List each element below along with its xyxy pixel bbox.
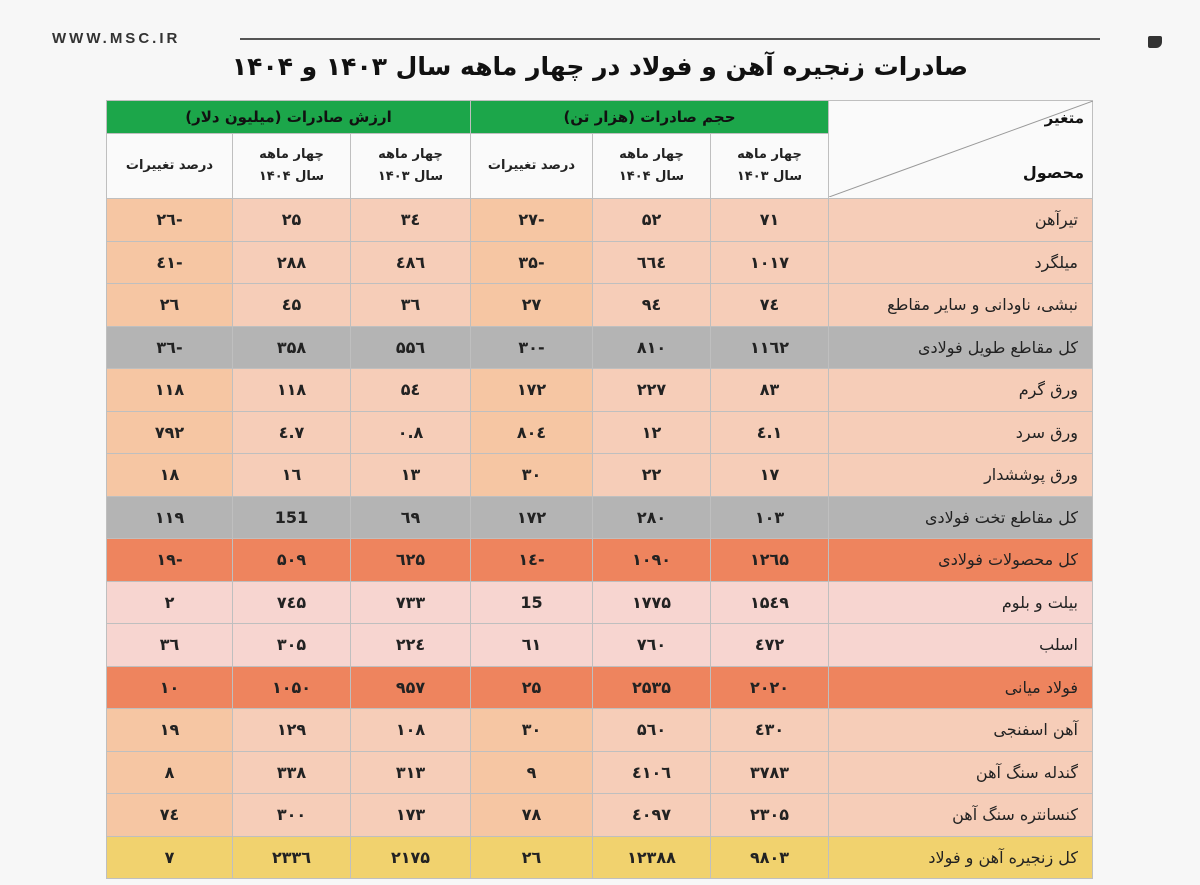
table-row <box>107 751 1093 794</box>
cell-val-change: -۳٦ <box>107 326 233 369</box>
row-product-name: ورق سرد <box>829 411 1093 454</box>
cell-val-change: ۷٤ <box>107 794 233 837</box>
vol-1404-header: چهار ماهه سال ۱۴۰۴ <box>593 134 711 199</box>
cell-val-change: ۱۹ <box>107 709 233 752</box>
row-product-name: گندله سنگ آهن <box>829 751 1093 794</box>
site-url: WWW.MSC.IR <box>52 30 181 47</box>
table-row <box>107 284 1093 327</box>
cell-vol-change: ۸۰٤ <box>471 411 593 454</box>
cell-vol-1404: ۹٤ <box>593 284 711 327</box>
cell-vol-change: ۲۷ <box>471 284 593 327</box>
table-row <box>107 836 1093 879</box>
cell-vol-change: -۱٤ <box>471 539 593 582</box>
row-product-name: کنسانتره سنگ آهن <box>829 794 1093 837</box>
cell-val-1404: ۲۸۸ <box>233 241 351 284</box>
cell-val-1403: ۱۳ <box>351 454 471 497</box>
cell-vol-1404: ۱۰۹۰ <box>593 539 711 582</box>
cell-vol-1404: ۲۸۰ <box>593 496 711 539</box>
cell-vol-change: -۲۷ <box>471 199 593 242</box>
table-body <box>107 199 1093 879</box>
cell-val-change: -۲٦ <box>107 199 233 242</box>
cell-vol-1403: ۱.٤ <box>711 411 829 454</box>
cell-vol-1404: ۲۵۳۵ <box>593 666 711 709</box>
cell-vol-change: -۳۰ <box>471 326 593 369</box>
table-row <box>107 581 1093 624</box>
val-1404-header: چهار ماهه سال ۱۴۰۴ <box>233 134 351 199</box>
cell-vol-change: ۲٦ <box>471 836 593 879</box>
corner-product-label: محصول <box>1022 163 1084 182</box>
table-row <box>107 454 1093 497</box>
row-product-name: فولاد میانی <box>829 666 1093 709</box>
exports-table <box>106 100 1093 879</box>
table-row <box>107 369 1093 412</box>
cell-vol-1403: ۹۸۰۳ <box>711 836 829 879</box>
row-product-name: اسلب <box>829 624 1093 667</box>
cell-val-change: ۲٦ <box>107 284 233 327</box>
row-product-name: کل محصولات فولادی <box>829 539 1093 582</box>
table-row <box>107 539 1093 582</box>
cell-vol-1403: ۱۰۳ <box>711 496 829 539</box>
table-row <box>107 496 1093 539</box>
cell-vol-1403: ۱۰۱۷ <box>711 241 829 284</box>
cell-vol-1403: ۲۳۰۵ <box>711 794 829 837</box>
cell-vol-1404: ۸۱۰ <box>593 326 711 369</box>
table-row <box>107 241 1093 284</box>
cell-vol-1404: ۵۲ <box>593 199 711 242</box>
cell-val-1404: ۷.٤ <box>233 411 351 454</box>
cell-vol-1403: ۱۱٦۲ <box>711 326 829 369</box>
cell-val-change: ۱۸ <box>107 454 233 497</box>
cell-vol-change: -۳۵ <box>471 241 593 284</box>
cell-val-1403: ۳٤ <box>351 199 471 242</box>
cell-val-change: ۷۹۲ <box>107 411 233 454</box>
cell-val-1403: ۵۵٦ <box>351 326 471 369</box>
cell-val-1404: ۳۰۵ <box>233 624 351 667</box>
table-row <box>107 411 1093 454</box>
cell-vol-1404: ۷٦۰ <box>593 624 711 667</box>
cell-vol-change: ۷۸ <box>471 794 593 837</box>
cell-val-1404: ۳۰۰ <box>233 794 351 837</box>
volume-group-header: حجم صادرات (هزار تن) <box>471 101 829 134</box>
top-bar <box>0 0 1200 60</box>
row-product-name: آهن اسفنجی <box>829 709 1093 752</box>
cell-val-1404: ۱٦ <box>233 454 351 497</box>
cell-vol-change: 15 <box>471 581 593 624</box>
cell-vol-1404: ۱۲ <box>593 411 711 454</box>
cell-val-change: ۱۰ <box>107 666 233 709</box>
cell-val-1404: ۱۰۵۰ <box>233 666 351 709</box>
cell-val-1403: ٤۸٦ <box>351 241 471 284</box>
cell-val-1404: ۷٤۵ <box>233 581 351 624</box>
val-1403-header: چهار ماهه سال ۱۴۰۳ <box>351 134 471 199</box>
cell-val-1404: ۳۳۸ <box>233 751 351 794</box>
cell-val-1403: ۳٦ <box>351 284 471 327</box>
cell-val-1403: ۱۰۸ <box>351 709 471 752</box>
cell-vol-change: ٦۱ <box>471 624 593 667</box>
cell-vol-1403: ۳۷۸۳ <box>711 751 829 794</box>
row-product-name: کل مقاطع تخت فولادی <box>829 496 1093 539</box>
cell-val-1403: ۱۷۳ <box>351 794 471 837</box>
cell-val-1404: 151 <box>233 496 351 539</box>
cell-vol-1403: ۱۵٤۹ <box>711 581 829 624</box>
cell-vol-1403: ۷۱ <box>711 199 829 242</box>
cell-vol-1404: ٤۰۹۷ <box>593 794 711 837</box>
cell-val-1404: ٤۵ <box>233 284 351 327</box>
cell-vol-1404: ۲۲ <box>593 454 711 497</box>
cell-val-1403: ۵٤ <box>351 369 471 412</box>
table-row <box>107 794 1093 837</box>
header-rule <box>240 38 1100 40</box>
cell-vol-1403: ٤۳۰ <box>711 709 829 752</box>
row-product-name: تیرآهن <box>829 199 1093 242</box>
table-row <box>107 666 1093 709</box>
cell-val-change: -۱۹ <box>107 539 233 582</box>
cell-vol-change: ۳۰ <box>471 709 593 752</box>
cell-val-1403: ۹۵۷ <box>351 666 471 709</box>
cell-val-1404: ۲۵ <box>233 199 351 242</box>
cell-vol-1403: ۸۳ <box>711 369 829 412</box>
cell-vol-1403: ۲۰۲۰ <box>711 666 829 709</box>
cell-val-1404: ۱۱۸ <box>233 369 351 412</box>
cell-val-1403: ۷۳۳ <box>351 581 471 624</box>
page-title: صادرات زنجیره آهن و فولاد در چهار ماهه سال ۱۴۰۳ و ۱۴۰۴ <box>231 52 969 81</box>
cell-val-1403: ۲۱۷۵ <box>351 836 471 879</box>
cell-val-1404: ۱۲۹ <box>233 709 351 752</box>
cell-vol-1404: ۱۷۷۵ <box>593 581 711 624</box>
cell-vol-1404: ۱۲۳۸۸ <box>593 836 711 879</box>
cell-vol-1403: ۱۲٦۵ <box>711 539 829 582</box>
cell-vol-1403: ۱۷ <box>711 454 829 497</box>
cell-vol-change: ۱۷۲ <box>471 369 593 412</box>
cell-val-1403: ۲۲٤ <box>351 624 471 667</box>
cell-val-1404: ۵۰۹ <box>233 539 351 582</box>
cell-val-change: ۳٦ <box>107 624 233 667</box>
value-group-header: ارزش صادرات (میلیون دلار) <box>107 101 471 134</box>
cell-val-change: ۲ <box>107 581 233 624</box>
corner-variable-label: متغیر <box>1044 109 1084 127</box>
cell-val-change: -٤۱ <box>107 241 233 284</box>
cell-vol-change: ۹ <box>471 751 593 794</box>
cell-vol-1404: ٤۱۰٦ <box>593 751 711 794</box>
cell-vol-1403: ۷٤ <box>711 284 829 327</box>
row-product-name: ورق گرم <box>829 369 1093 412</box>
quote-icon <box>1148 36 1162 48</box>
vol-1403-header: چهار ماهه سال ۱۴۰۳ <box>711 134 829 199</box>
vol-change-header: درصد تغییرات <box>471 134 593 199</box>
cell-vol-change: ۳۰ <box>471 454 593 497</box>
cell-vol-1404: ٦٦٤ <box>593 241 711 284</box>
row-product-name: نبشی، ناودانی و سایر مقاطع <box>829 284 1093 327</box>
cell-vol-1403: ٤۷۲ <box>711 624 829 667</box>
cell-val-1403: ٦۲۵ <box>351 539 471 582</box>
row-product-name: کل مقاطع طویل فولادی <box>829 326 1093 369</box>
table-row <box>107 199 1093 242</box>
row-product-name: کل زنجیره آهن و فولاد <box>829 836 1093 879</box>
cell-vol-change: ۱۷۲ <box>471 496 593 539</box>
row-product-name: ورق پوششدار <box>829 454 1093 497</box>
table-row <box>107 624 1093 667</box>
cell-vol-1404: ۵٦۰ <box>593 709 711 752</box>
corner-header <box>829 101 1093 199</box>
val-change-header: درصد تغییرات <box>107 134 233 199</box>
row-product-name: بیلت و بلوم <box>829 581 1093 624</box>
cell-vol-1404: ۲۲۷ <box>593 369 711 412</box>
row-product-name: میلگرد <box>829 241 1093 284</box>
cell-val-change: ۸ <box>107 751 233 794</box>
cell-val-change: ۷ <box>107 836 233 879</box>
table-row <box>107 709 1093 752</box>
cell-val-1403: ۰.۸ <box>351 411 471 454</box>
cell-val-1403: ۳۱۳ <box>351 751 471 794</box>
cell-val-change: ۱۱۹ <box>107 496 233 539</box>
cell-vol-change: ۲۵ <box>471 666 593 709</box>
table-row <box>107 326 1093 369</box>
cell-val-change: ۱۱۸ <box>107 369 233 412</box>
cell-val-1404: ۲۳۳٦ <box>233 836 351 879</box>
cell-val-1403: ٦۹ <box>351 496 471 539</box>
cell-val-1404: ۳۵۸ <box>233 326 351 369</box>
